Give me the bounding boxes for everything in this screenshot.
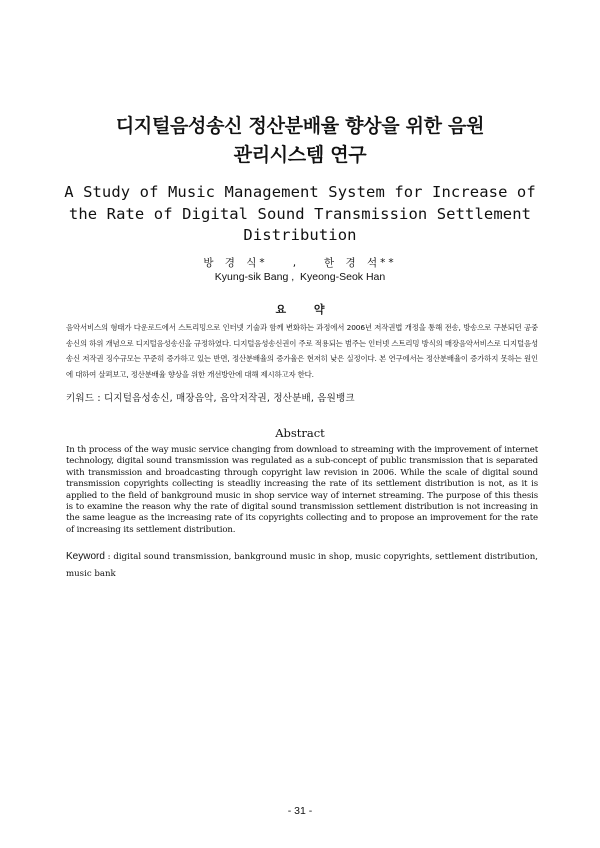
english-keywords-list: : digital sound transmission, bankground music in shop, music copyrights, settlement distribution, music bank — [66, 552, 538, 579]
page-number: - 31 - — [287, 805, 313, 817]
english-title — [50, 182, 550, 247]
english-abstract-heading: Abstract — [275, 426, 325, 440]
english-abstract-body: In th process of the way music service changing from download to streaming with the improvement of internet technology, digital sound transmission was regulated as a sub-concept of public transmission that is separated with transmission and broadcasting through copyright law revision in 2006. While the scale of digital sound transmission copyrights collecting is steadliy increasing the rate of its settlement distribution is not, as it is applied to the field of bankground music in shop service way of internet streaming. The purpose of this thesis is to examine the reason why the rate of digital sound transmission settlement distribution is not increasing in the same league as the increasing rate of its copyrights collecting and to propose an improvement for the rate of increasing its settlement distribution. — [66, 445, 538, 535]
authors-english: Kyung-sik Bang , Kyeong-Seok Han — [214, 271, 386, 283]
korean-abstract-heading: 요 약 — [275, 303, 337, 316]
korean-title — [0, 112, 600, 170]
korean-title-line-1: 디지털음성송신 정산분배율 향상을 위한 음원 — [115, 115, 485, 137]
english-title-line-1: A Study of Music Management System for Increase of — [64, 183, 536, 201]
english-title-line-3: Distribution — [243, 226, 357, 244]
korean-title-line-2: 관리시스템 연구 — [233, 144, 367, 166]
authors-korean: 방 경 식* , 한 경 석** — [203, 257, 397, 269]
english-keywords — [66, 548, 538, 583]
korean-abstract-body: 음악서비스의 형태가 다운로드에서 스트리밍으로 인터넷 기술과 함께 변화하는 과정에서 2006년 저작권법 개정을 통해 전송, 방송으로 구분되던 공중송신의 하위 개념으로 디지털음성송신을 규정하였다. 디지털음성송신권이 주로 적용되는 범주는 인터넷 스트리밍 방식의 매장음악서비스로 디지털음성송신 저작권 징수규모는 꾸준히 증가하고 있는 반면, 정산분배율의 증가율은 현저히 낮은 실정이다. 본 연구에서는 정산분배율이 증가하지 못하는 원인에 대하여 살펴보고, 정산분배율 향상을 위한 개선방안에 대해 제시하고자 한다. — [66, 323, 538, 379]
english-title-line-2: the Rate of Digital Sound Transmission Settlement — [68, 204, 532, 223]
korean-keywords: 키워드 : 디지털음성송신, 매장음악, 음악저작권, 정산분배, 음원뱅크 — [66, 393, 355, 404]
english-keywords-label: Keyword — [66, 551, 105, 562]
